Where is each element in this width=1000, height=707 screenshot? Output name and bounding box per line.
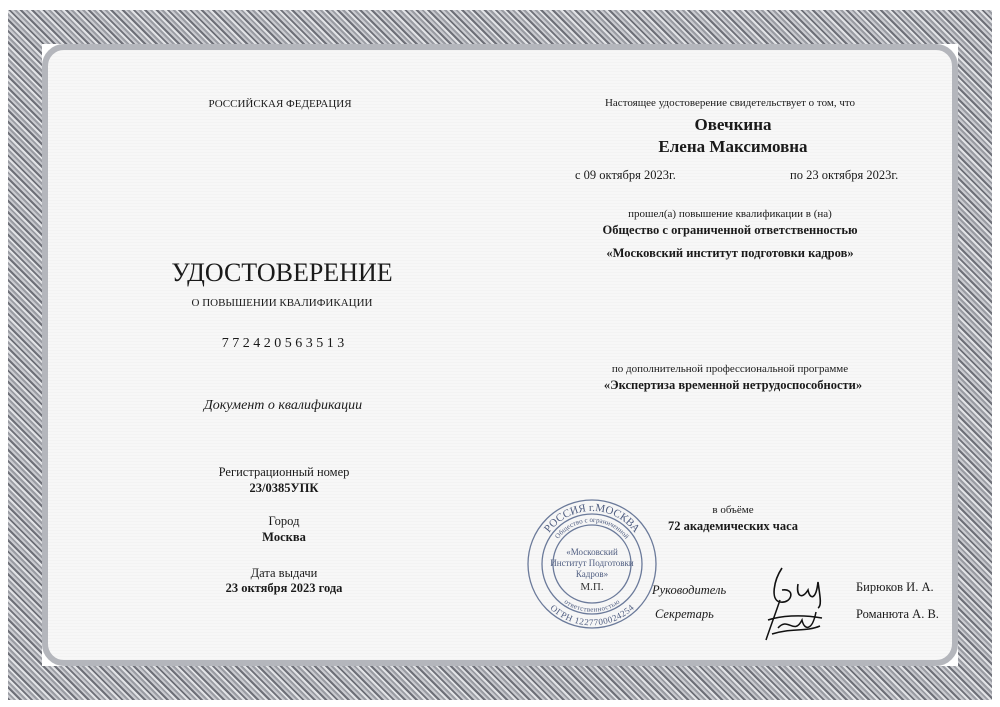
blank-number: 7 7 2 4 2 0 5 6 3 5 1 3 [221, 336, 345, 351]
reg-number-value: 23/0385УПК [249, 481, 319, 495]
volume-label: в объёме [712, 504, 754, 516]
city-label: Город [268, 514, 300, 528]
date-to: по 23 октября 2023г. [790, 168, 899, 182]
issue-date-label: Дата выдачи [250, 566, 318, 580]
seal-inner-bottom-text: ответственностью [562, 597, 622, 614]
program-name: «Экспертиза временной нетрудоспособности» [603, 378, 863, 392]
country-label: РОССИЙСКАЯ ФЕДЕРАЦИЯ [208, 98, 352, 110]
program-label: по дополнительной профессиональной программе [611, 363, 849, 375]
seal-bottom-text: ОГРН 1227700024254 [548, 602, 636, 628]
holder-name: Елена Максимовна [658, 137, 808, 156]
issue-date-value: 23 октября 2023 года [225, 581, 343, 595]
date-from: с 09 октября 2023г. [575, 168, 676, 182]
head-name: Бирюков И. А. [856, 580, 934, 594]
holder-surname: Овечкина [694, 115, 772, 134]
city-value: Москва [262, 530, 306, 544]
organization-line-2: «Московский институт подготовки кадров» [606, 246, 854, 260]
organization-line-1: Общество с ограниченной ответственностью [602, 223, 858, 237]
seal-center-3: Кадров» [575, 569, 609, 579]
secretary-name: Романюта А. В. [856, 607, 939, 621]
intro-text: Настоящее удостоверение свидетельствует о том, что [604, 97, 856, 109]
certificate-subtitle: О ПОВЫШЕНИИ КВАЛИФИКАЦИИ [191, 297, 373, 309]
seal-center-2: Институт Подготовки [550, 558, 634, 568]
volume-value: 72 академических часа [667, 519, 799, 533]
organization-seal [525, 497, 659, 631]
seal-top-text: РОССИЯ г.МОСКВА [541, 501, 643, 535]
secretary-label: Секретарь [655, 607, 714, 621]
secretary-signature [760, 598, 830, 643]
reg-number-label: Регистрационный номер [218, 465, 350, 479]
seal-inner-top-text: Общество с ограниченной [553, 515, 631, 541]
seal-mp: М.П. [580, 581, 604, 593]
svg-text:ответственностью [563, 598, 621, 614]
seal-center-1: «Московский [566, 547, 618, 557]
head-label: Руководитель [652, 583, 727, 597]
document-type: Документ о квалификации [203, 398, 363, 413]
passed-text: прошел(а) повышение квалификации в (на) [628, 208, 832, 220]
certificate-title: УДОСТОВЕРЕНИЕ [171, 258, 393, 287]
